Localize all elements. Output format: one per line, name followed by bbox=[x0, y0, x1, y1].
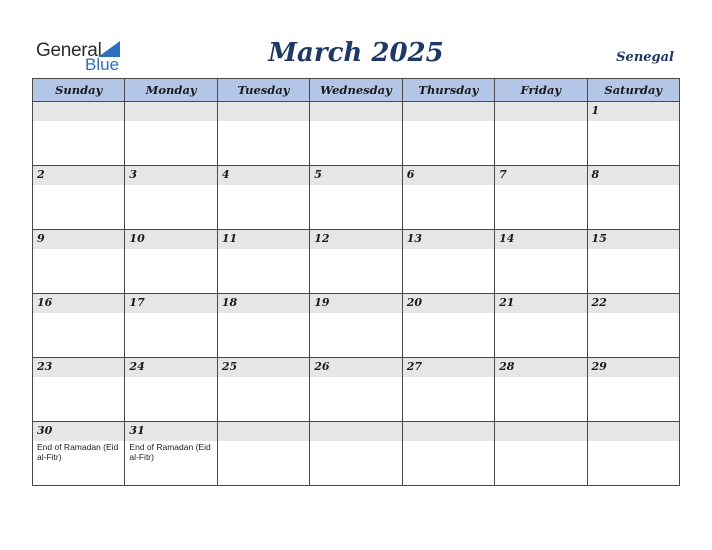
day-number-strip bbox=[588, 102, 679, 121]
day-number: 13 bbox=[406, 232, 422, 245]
day-number: 14 bbox=[499, 232, 515, 245]
day-number-strip bbox=[310, 294, 401, 313]
empty-day-cell bbox=[495, 102, 587, 166]
day-cell bbox=[125, 358, 217, 422]
day-number-strip bbox=[125, 230, 216, 249]
day-number: 8 bbox=[591, 168, 600, 181]
day-number-strip bbox=[33, 294, 124, 313]
day-cell bbox=[125, 422, 217, 486]
day-number: 3 bbox=[129, 168, 138, 181]
week-row bbox=[33, 358, 680, 422]
calendar-title: March 2025 bbox=[268, 38, 444, 68]
day-number: 30 bbox=[37, 424, 53, 437]
week-row bbox=[33, 166, 680, 230]
day-cell bbox=[310, 166, 402, 230]
day-number: 16 bbox=[37, 296, 53, 309]
day-number-strip bbox=[588, 422, 679, 441]
empty-day-cell bbox=[310, 422, 402, 486]
day-number-strip bbox=[403, 102, 494, 121]
week-row bbox=[33, 230, 680, 294]
day-cell bbox=[495, 294, 587, 358]
weekday-saturday: Saturday bbox=[587, 79, 679, 102]
day-number-strip bbox=[495, 294, 586, 313]
calendar-grid bbox=[32, 78, 680, 486]
day-number: 28 bbox=[499, 360, 515, 373]
day-number: 2 bbox=[37, 168, 45, 181]
day-number-strip bbox=[310, 230, 401, 249]
empty-day-cell bbox=[402, 102, 494, 166]
day-number: 19 bbox=[314, 296, 330, 309]
empty-day-cell bbox=[33, 102, 125, 166]
day-cell bbox=[125, 294, 217, 358]
holiday-event: End of Ramadan (Eid al-Fitr) bbox=[37, 442, 119, 462]
day-number: 31 bbox=[129, 424, 145, 437]
day-cell bbox=[587, 294, 679, 358]
day-number-strip bbox=[310, 422, 401, 441]
logo-text-general: General bbox=[36, 40, 102, 61]
day-cell bbox=[217, 358, 309, 422]
day-cell bbox=[402, 230, 494, 294]
day-cell bbox=[217, 230, 309, 294]
weekday-friday: Friday bbox=[495, 79, 587, 102]
empty-day-cell bbox=[402, 422, 494, 486]
weekday-wednesday: Wednesday bbox=[310, 79, 402, 102]
day-number-strip bbox=[495, 230, 586, 249]
day-cell bbox=[125, 230, 217, 294]
day-number: 21 bbox=[499, 296, 515, 309]
country-label: Senegal bbox=[616, 50, 674, 65]
day-number-strip bbox=[125, 294, 216, 313]
day-number-strip bbox=[218, 422, 309, 441]
day-number: 27 bbox=[406, 360, 422, 373]
day-cell bbox=[402, 294, 494, 358]
day-number-strip bbox=[310, 166, 401, 185]
day-number-strip bbox=[403, 294, 494, 313]
day-number: 25 bbox=[221, 360, 238, 373]
week-row bbox=[33, 102, 680, 166]
day-cell bbox=[217, 294, 309, 358]
day-number-strip bbox=[310, 102, 401, 121]
holiday-event: End of Ramadan (Eid al-Fitr) bbox=[129, 442, 211, 462]
day-cell bbox=[33, 422, 125, 486]
day-number-strip bbox=[495, 422, 586, 441]
day-number-strip bbox=[218, 358, 309, 377]
day-cell bbox=[495, 358, 587, 422]
logo-text-blue: Blue bbox=[85, 55, 120, 74]
day-number-strip bbox=[125, 166, 216, 185]
day-number: 11 bbox=[221, 232, 238, 245]
day-number: 6 bbox=[406, 168, 415, 181]
day-number-strip bbox=[125, 422, 216, 441]
weekday-sunday: Sunday bbox=[33, 79, 125, 102]
day-number-strip bbox=[33, 358, 124, 377]
day-number-strip bbox=[588, 230, 679, 249]
day-cell bbox=[217, 166, 309, 230]
day-number-strip bbox=[403, 422, 494, 441]
day-number-strip bbox=[33, 102, 124, 121]
day-cell bbox=[495, 230, 587, 294]
day-number: 24 bbox=[129, 360, 145, 373]
day-cell bbox=[33, 230, 125, 294]
day-cell bbox=[587, 102, 679, 166]
day-number-strip bbox=[403, 358, 494, 377]
day-cell bbox=[587, 166, 679, 230]
weekday-monday: Monday bbox=[125, 79, 217, 102]
day-number-strip bbox=[33, 166, 124, 185]
weekday-tuesday: Tuesday bbox=[217, 79, 309, 102]
day-number-strip bbox=[33, 422, 124, 441]
empty-day-cell bbox=[495, 422, 587, 486]
day-cell bbox=[587, 358, 679, 422]
day-number-strip bbox=[218, 230, 309, 249]
day-number: 20 bbox=[406, 296, 422, 309]
week-row bbox=[33, 422, 680, 486]
day-number-strip bbox=[588, 166, 679, 185]
day-number-strip bbox=[588, 294, 679, 313]
empty-day-cell bbox=[125, 102, 217, 166]
weekday-thursday: Thursday bbox=[402, 79, 494, 102]
day-number-strip bbox=[403, 230, 494, 249]
day-number: 4 bbox=[221, 168, 230, 181]
day-number-strip bbox=[495, 358, 586, 377]
empty-day-cell bbox=[217, 422, 309, 486]
day-number-strip bbox=[495, 102, 586, 121]
empty-day-cell bbox=[310, 102, 402, 166]
day-cell bbox=[125, 166, 217, 230]
day-number: 26 bbox=[314, 360, 330, 373]
day-cell bbox=[310, 230, 402, 294]
day-number: 17 bbox=[129, 296, 145, 309]
day-number: 7 bbox=[499, 168, 507, 181]
day-number-strip bbox=[125, 358, 216, 377]
day-number-strip bbox=[310, 358, 401, 377]
day-number: 29 bbox=[591, 360, 607, 373]
day-number: 18 bbox=[221, 296, 238, 309]
day-number-strip bbox=[125, 102, 216, 121]
day-cell bbox=[402, 166, 494, 230]
day-cell bbox=[33, 358, 125, 422]
day-number: 15 bbox=[591, 232, 607, 245]
day-number-strip bbox=[495, 166, 586, 185]
day-cell bbox=[33, 294, 125, 358]
day-number: 12 bbox=[314, 232, 330, 245]
day-number: 5 bbox=[314, 168, 322, 181]
empty-day-cell bbox=[587, 422, 679, 486]
day-number-strip bbox=[218, 102, 309, 121]
day-number-strip bbox=[218, 294, 309, 313]
day-number-strip bbox=[33, 230, 124, 249]
day-number-strip bbox=[588, 358, 679, 377]
day-number: 10 bbox=[129, 232, 145, 245]
day-cell bbox=[310, 358, 402, 422]
day-number-strip bbox=[403, 166, 494, 185]
day-cell bbox=[495, 166, 587, 230]
day-cell bbox=[402, 358, 494, 422]
empty-day-cell bbox=[217, 102, 309, 166]
week-row bbox=[33, 294, 680, 358]
day-cell bbox=[310, 294, 402, 358]
weekday-header-row bbox=[33, 79, 680, 102]
day-number: 23 bbox=[37, 360, 53, 373]
day-cell bbox=[587, 230, 679, 294]
day-cell bbox=[33, 166, 125, 230]
day-number: 1 bbox=[591, 104, 600, 117]
day-number: 9 bbox=[37, 232, 45, 245]
day-number-strip bbox=[218, 166, 309, 185]
day-number: 22 bbox=[591, 296, 607, 309]
